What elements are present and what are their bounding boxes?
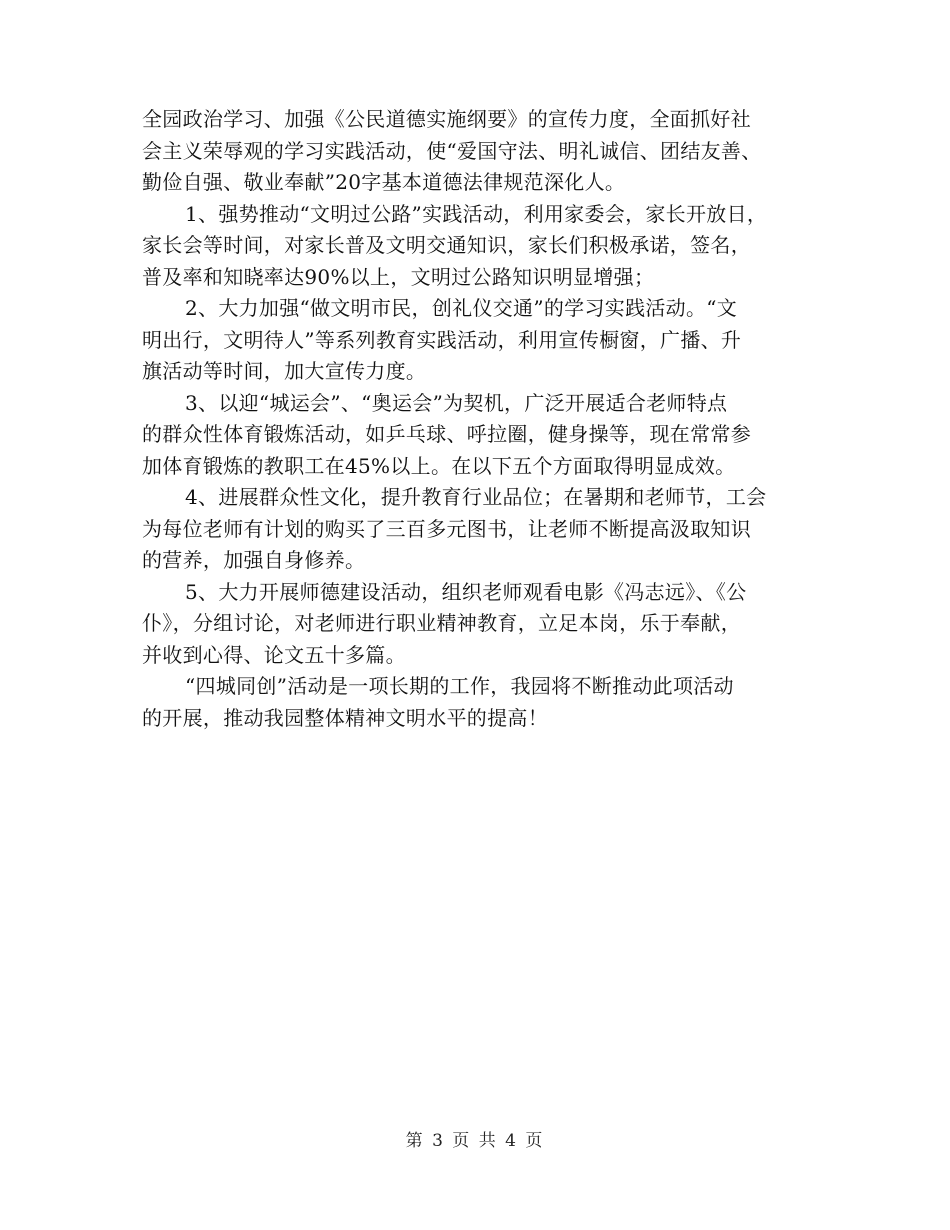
paragraph-1-start: 1、强势推动“文明过公路”实践活动，利用家委会，家长开放日，: [185, 201, 768, 226]
text-line: 为每位老师有计划的购买了三百多元图书，让老师不断提高汲取知识: [142, 516, 751, 541]
text-line: 加体育锻炼的教职工在45%以上。在以下五个方面取得明显成效。: [142, 453, 736, 478]
text-line: 的群众性体育锻炼活动，如乒乓球、呼拉圈，健身操等，现在常常参: [142, 422, 751, 446]
text-line: 明出行，文明待人”等系列教育实践活动，利用宣传橱窗，广播、升: [142, 327, 742, 352]
paragraph-3-start: 3、以迎“城运会”、“奥运会”为契机，广泛开展适合老师特点: [185, 390, 728, 415]
text-line: 普及率和知晓率达90%以上，文明过公路知识明显增强；: [142, 264, 655, 289]
closing-paragraph-start: “四城同创”活动是一项长期的工作，我园将不断推动此项活动: [185, 674, 734, 698]
text-line: 旗活动等时间，加大宣传力度。: [142, 359, 427, 383]
text-line: 的营养，加强自身修养。: [142, 548, 366, 572]
paragraph-5-start: 5、大力开展师德建设活动，组织老师观看电影《冯志远》、《公: [185, 579, 747, 604]
page-number-footer: 第 3 页 共 4 页: [405, 1131, 545, 1151]
paragraph-2-start: 2、大力加强“做文明市民，创礼仪交通”的学习实践活动。“文: [185, 296, 738, 320]
text-line: 并收到心得、论文五十多篇。: [142, 642, 406, 667]
text-line: 家长会等时间，对家长普及文明交通知识，家长们积极承诺，签名，: [142, 233, 751, 257]
text-line: 全园政治学习、加强《公民道德实施纲要》的宣传力度，全面抓好社: [142, 107, 751, 131]
text-line: 仆》，分组讨论，对老师进行职业精神教育，立足本岗，乐于奉献，: [142, 611, 741, 635]
text-line: 的开展，推动我园整体精神文明水平的提高！: [142, 705, 548, 730]
text-line: 会主义荣辱观的学习实践活动，使“爱国守法、明礼诚信、团结友善、: [142, 138, 762, 163]
text-line: 勤俭自强、敬业奉献”20字基本道德法律规范深化人。: [142, 170, 626, 194]
document-body: [142, 104, 822, 734]
paragraph-4-start: 4、进展群众性文化，提升教育行业品位；在暑期和老师节，工会: [185, 485, 767, 509]
